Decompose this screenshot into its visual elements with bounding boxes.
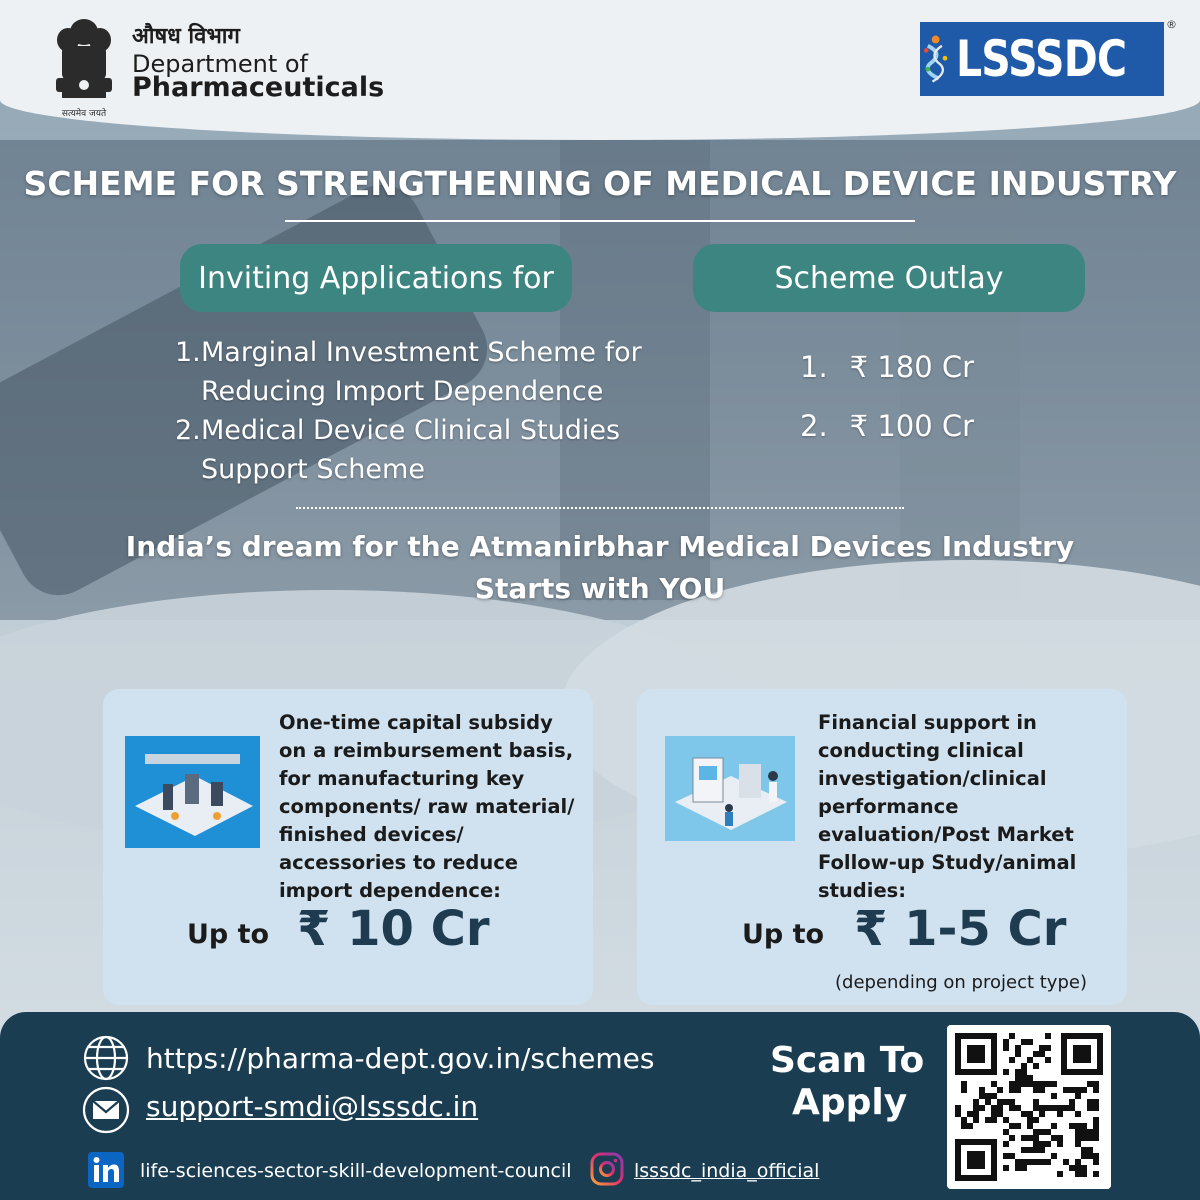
factory-illustration-icon: [125, 736, 260, 848]
scheme-name: Marginal Investment Scheme for Reducing Import Dependence: [201, 337, 642, 407]
tagline-line1: India’s dream for the Atmanirbhar Medical Devices Industry: [125, 530, 1075, 563]
lab-illustration-icon: [665, 736, 795, 841]
scan-to-apply-line2: Apply: [792, 1082, 908, 1123]
linkedin-icon: [88, 1152, 124, 1188]
scheme-number: 2.: [175, 415, 201, 446]
scheme-list-item: [175, 411, 675, 491]
scheme-outlay-heading: Scheme Outlay: [693, 244, 1085, 312]
mail-icon: [82, 1086, 130, 1134]
benefit-description: Financial support in conducting clinical investigation/clinical performance evaluation/Post Market Follow-up Study/animal studies:: [818, 711, 1077, 902]
scheme-number: 1.: [175, 337, 201, 368]
outlay-amount: ₹ 180 Cr: [849, 350, 975, 384]
lsssdc-wordmark: LSSSDC: [956, 30, 1127, 88]
instagram-handle[interactable]: lsssdc_india_official: [634, 1160, 820, 1182]
department-name-line1: Department of: [132, 50, 308, 78]
benefit-amount: ₹ 1-5 Cr: [854, 901, 1067, 957]
national-emblem-icon: [48, 12, 120, 120]
amount-note: (depending on project type): [835, 972, 1087, 993]
department-name-hindi: औषध विभाग: [132, 24, 240, 49]
title-divider: [285, 220, 915, 222]
instagram-icon: [590, 1152, 624, 1186]
tagline-line2: Starts with YOU: [474, 572, 726, 605]
scheme-name: Medical Device Clinical Studies Support Scheme: [201, 415, 621, 485]
outlay-item: [800, 409, 974, 443]
website-link[interactable]: https://pharma-dept.gov.in/schemes: [146, 1042, 655, 1075]
scan-to-apply-line1: Scan To: [770, 1040, 925, 1081]
qr-code-icon[interactable]: [947, 1025, 1111, 1189]
linkedin-handle[interactable]: life-sciences-sector-skill-development-council: [140, 1160, 572, 1182]
outlay-number: 1.: [800, 350, 828, 384]
lsssdc-logo: [920, 22, 1164, 96]
emblem-motto: सत्यमेव जयते: [61, 109, 107, 119]
email-link[interactable]: support-smdi@lsssdc.in: [146, 1090, 479, 1123]
scheme-list-item: [175, 333, 675, 413]
outlay-number: 2.: [800, 409, 828, 443]
benefit-card-clinical: [637, 689, 1127, 1005]
benefit-amount: ₹ 10 Cr: [297, 901, 490, 957]
dotted-divider: [296, 507, 904, 509]
outlay-item: [800, 350, 974, 384]
benefit-card-manufacturing: [103, 689, 593, 1005]
upto-label: Up to: [187, 919, 270, 950]
upto-label: Up to: [742, 919, 825, 950]
poster-title: SCHEME FOR STRENGTHENING OF MEDICAL DEVICE INDUSTRY: [23, 164, 1177, 203]
dna-figure-icon: [920, 22, 954, 96]
outlay-amount: ₹ 100 Cr: [849, 409, 975, 443]
globe-icon: [82, 1034, 130, 1082]
registered-mark: ®: [1166, 18, 1177, 31]
department-name-line2: Pharmaceuticals: [132, 72, 385, 103]
inviting-applications-heading: Inviting Applications for: [180, 244, 572, 312]
benefit-description: One-time capital subsidy on a reimbursement basis, for manufacturing key components/ raw material/ finished devices/ accessories to reduce import dependence:: [279, 711, 575, 902]
